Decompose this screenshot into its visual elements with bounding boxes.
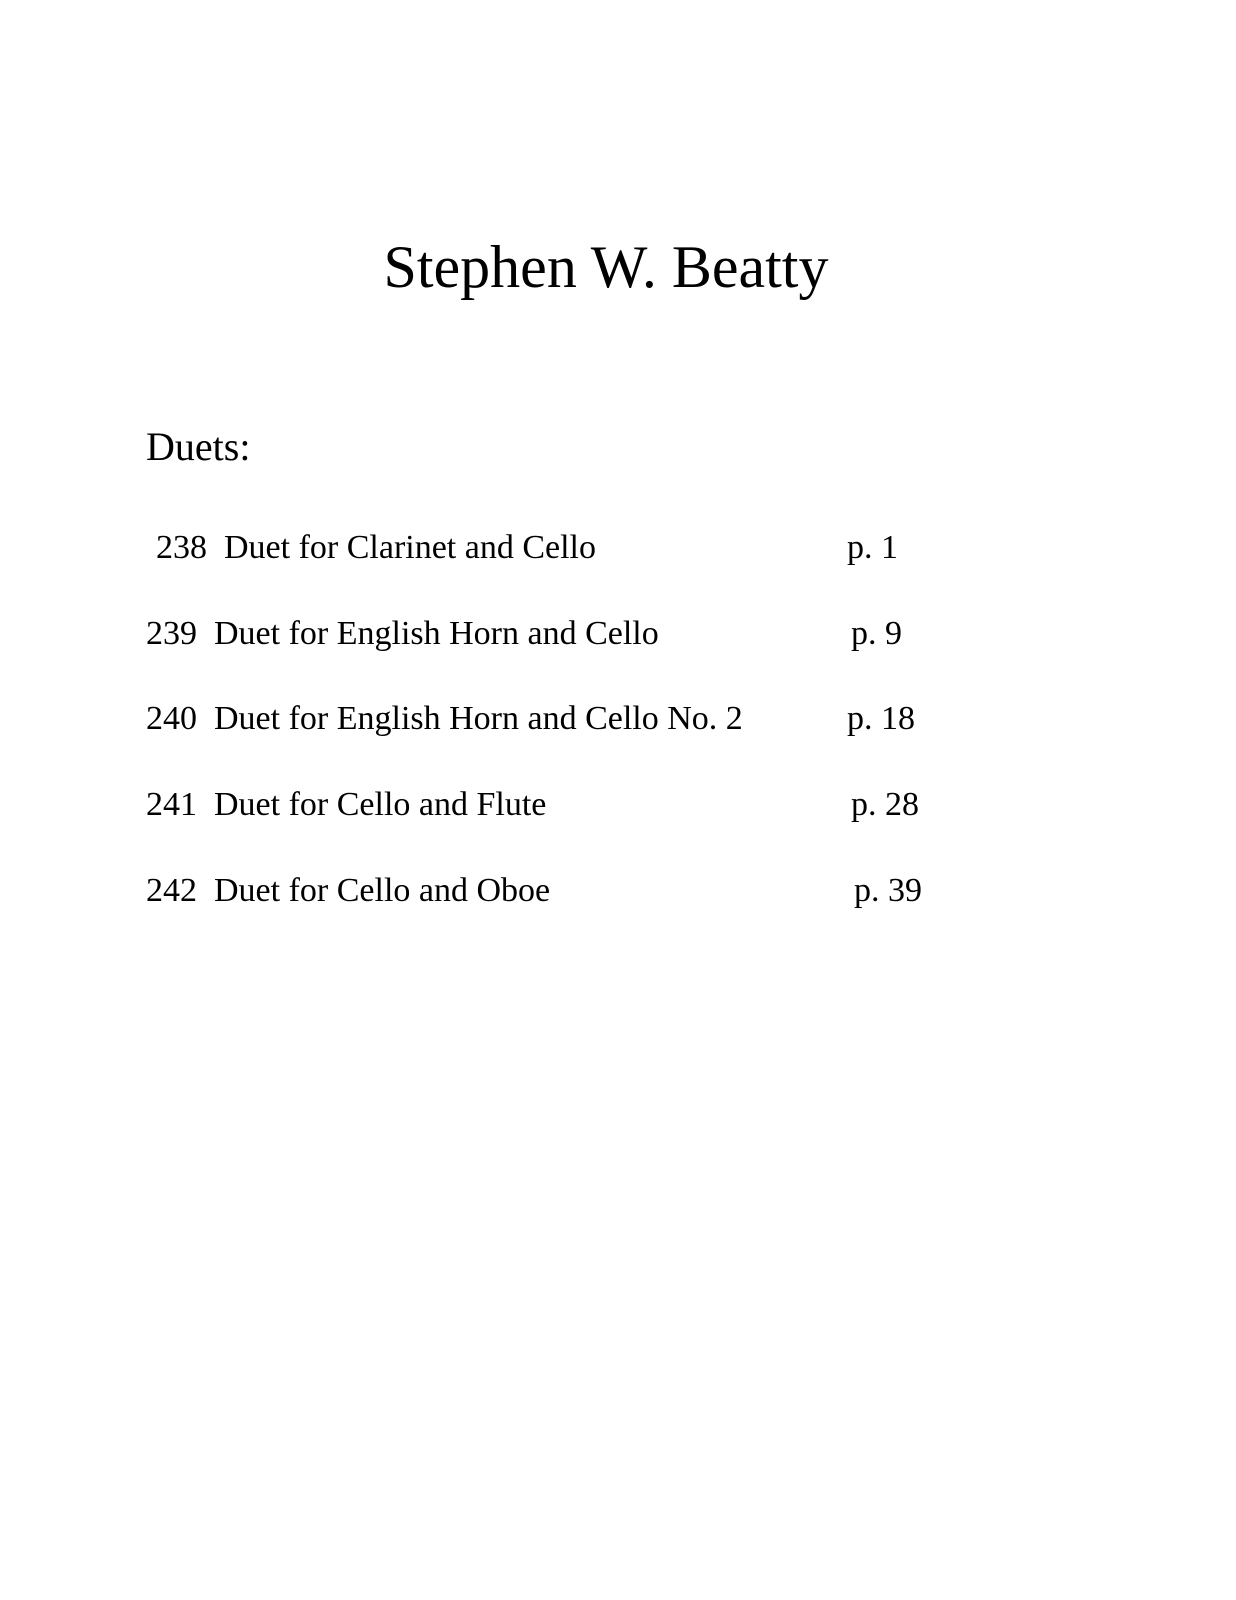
entry-title: Duet for Clarinet and Cello (224, 529, 597, 566)
toc-entry (0, 697, 1236, 741)
entry-page: p. 28 (851, 786, 919, 823)
entry-page: p. 9 (851, 615, 902, 652)
entry-number: 240 (146, 700, 197, 737)
toc-entry (0, 526, 1236, 570)
entry-title: Duet for English Horn and Cello (214, 615, 659, 652)
entry-number: 239 (146, 615, 197, 652)
section-heading: Duets: (146, 424, 251, 469)
toc-entry (0, 612, 1236, 656)
entry-page: p. 18 (847, 700, 915, 737)
entry-title: Duet for Cello and Oboe (214, 872, 551, 909)
document-title: Stephen W. Beatty (383, 234, 829, 300)
entry-number: 242 (146, 872, 197, 909)
entry-title: Duet for Cello and Flute (214, 786, 547, 823)
toc-entry (0, 783, 1236, 827)
entry-page: p. 1 (847, 529, 898, 566)
entry-title: Duet for English Horn and Cello No. 2 (214, 700, 743, 737)
toc-entry (0, 869, 1236, 913)
entry-number: 238 (156, 529, 207, 566)
entry-page: p. 39 (854, 872, 922, 909)
entry-number: 241 (146, 786, 197, 823)
